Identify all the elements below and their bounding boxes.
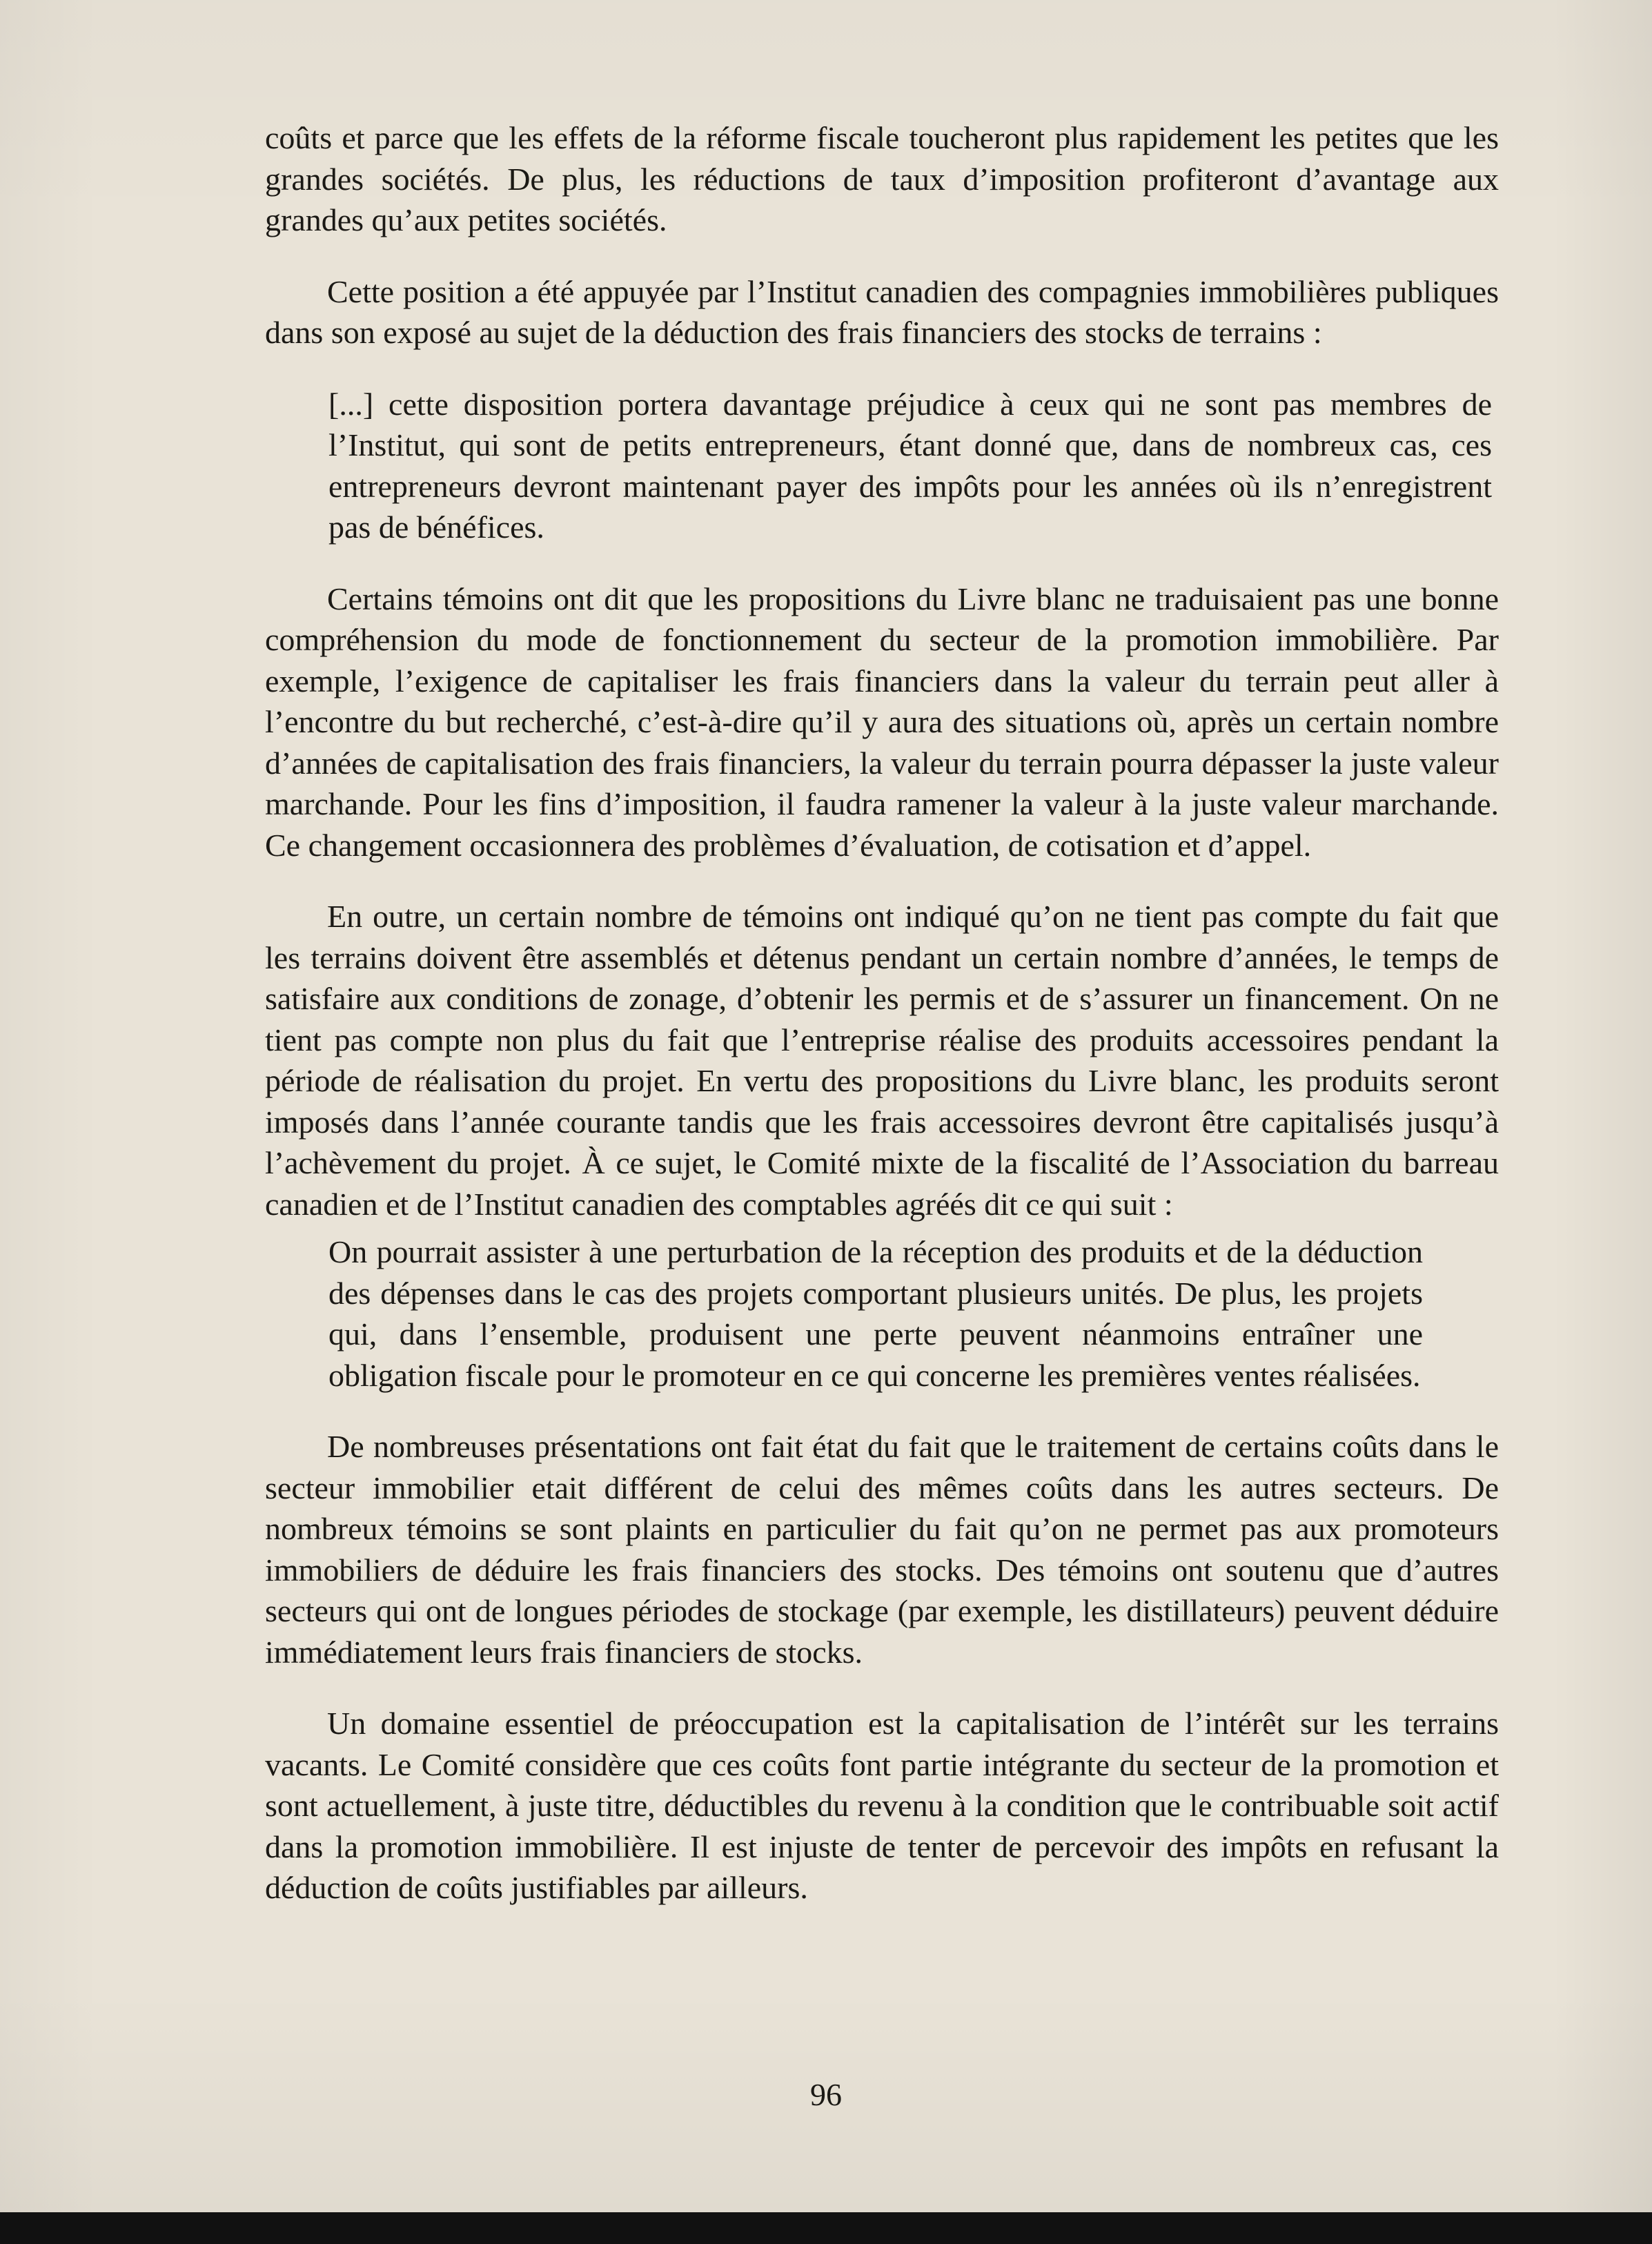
paragraph: De nombreuses présentations ont fait état du fait que le traitement de certains coûts dans le secteur immobilier etait différent de celui des mêmes coûts dans les autres secteurs. De nombreux témoins se sont plaints en particulier du fait qu’on ne permet pas aux promoteurs immobiliers de déduire les frais financiers des stocks. Des témoins ont soutenu que d’autres secteurs qui ont de longues périodes de stockage (par exemple, les distillateurs) peuvent déduire immédiatement leurs frais financiers de stocks. xyxy=(265,1429,1499,1670)
paragraph: Cette position a été appuyée par l’Institut canadien des compagnies immobilières publiques dans son exposé au sujet de la déduction des frais financiers des stocks de terrains : xyxy=(265,273,1499,350)
paragraph: Un domaine essentiel de préoccupation est la capitalisation de l’intérêt sur les terrains vacants. Le Comité considère que ces coûts font partie intégrante du secteur de la promotion et sont actuellement, à juste titre, déductibles du revenu à la condition que le contribuable soit actif dans la promotion immobilière. Il est injuste de tenter de percevoir des impôts en refusant la déduction de coûts justifiables par ailleurs. xyxy=(265,1706,1499,1905)
paragraph: Certains témoins ont dit que les propositions du Livre blanc ne traduisaient pas une bonne compréhension du mode de fonctionnement du secteur de la promotion immobilière. Par exemple, l’exigence de capitaliser les frais financiers dans la valeur du terrain peut aller à l’encontre du but recherché, c’est-à-dire qu’il y aura des situations où, après un certain nombre d’années de capitalisation des frais financiers, la valeur du terrain pourra dépasser la juste valeur marchande. Pour les fins d’imposition, il faudra ramener la valeur à la juste valeur marchande. Ce changement occasionnera des problèmes d’évaluation, de cotisation et d’appel. xyxy=(265,580,1499,863)
block-quote: [...] cette disposition portera davantage préjudice à ceux qui ne sont pas membres de l’Institut, qui sont de petits entrepreneurs, étant donné que, dans de nombreux cas, ces entrepreneurs devront maintenant payer des impôts pour les années où ils n’enregistrent pas de bénéfices. xyxy=(328,386,1492,545)
paragraph: En outre, un certain nombre de témoins ont indiqué qu’on ne tient pas compte du fait que les terrains doivent être assemblés et détenus pendant un certain nombre d’années, le temps de satisfaire aux conditions de zonage, d’obtenir les permis et de s’assurer un financement. On ne tient pas compte non plus du fait que l’entreprise réalise des produits accessoires pendant la période de réalisation du projet. En vertu des propositions du Livre blanc, les produits seront imposés dans l’année courante tandis que les frais accessoires devront être capitalisés jusqu’à l’achèvement du projet. À ce sujet, le Comité mixte de la fiscalité de l’Association du barreau canadien et de l’Institut canadien des comptables agréés dit ce qui suit : xyxy=(265,899,1499,1222)
block-quote: On pourrait assister à une perturbation de la réception des produits et de la déduction des dépenses dans le cas des projets comportant plusieurs unités. De plus, les projets qui, dans l’ensemble, produisent une perte peuvent néanmoins entraîner une obligation fiscale pour le promoteur en ce qui concerne les premières ventes réalisées. xyxy=(328,1234,1423,1393)
paragraph-continuation: coûts et parce que les effets de la réforme fiscale toucheront plus rapidement les petites que les grandes sociétés. De plus, les réductions de taux d’imposition profiteront d’avantage aux grandes qu’aux petites sociétés. xyxy=(265,120,1499,237)
page-number: 96 xyxy=(810,2077,842,2112)
page-body xyxy=(265,117,1499,1939)
scan-border xyxy=(0,2212,1652,2244)
